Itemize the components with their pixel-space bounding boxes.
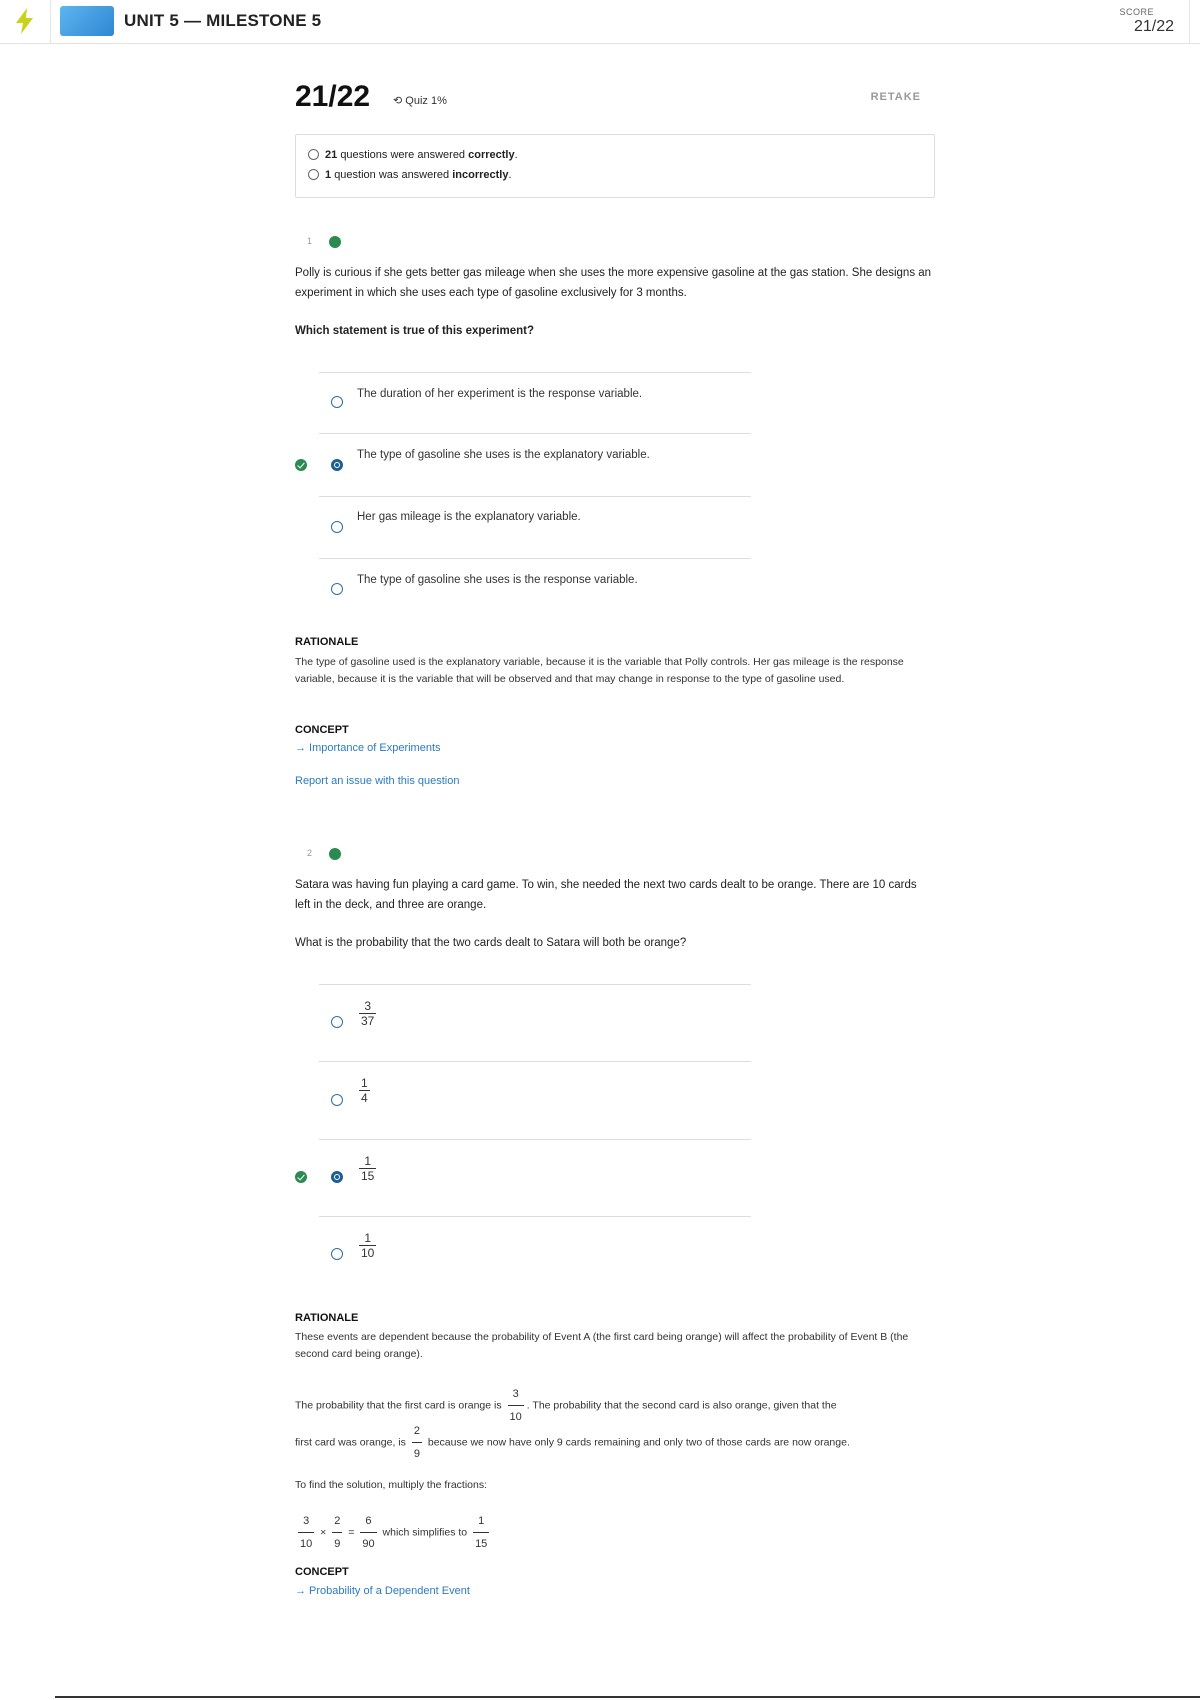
answer-choice[interactable]: [319, 1061, 751, 1139]
question-number: 2: [307, 848, 313, 858]
correct-check-icon: [295, 1171, 307, 1183]
radio-button[interactable]: [331, 583, 343, 595]
unit-title: UNIT 5 — MILESTONE 5: [124, 11, 322, 30]
concept-link[interactable]: → Importance of Experiments: [295, 742, 441, 754]
unit-thumbnail: [60, 6, 114, 36]
answer-choice[interactable]: [319, 558, 751, 618]
results-summary: [295, 134, 935, 198]
fraction: $\frac{1}{15}$: [473, 1510, 489, 1555]
choice-label: The duration of her experiment is the response variable.: [357, 388, 643, 400]
answer-choice[interactable]: [319, 372, 751, 432]
fraction: $\frac{2}{9}$: [412, 1420, 422, 1465]
answer-choice[interactable]: [319, 984, 751, 1061]
question-text: Polly is curious if she gets better gas mileage when she uses the more expensive gasoline at the gas station. She designs an experiment in which she uses each type of gasoline exclusively for 3 months.: [295, 267, 932, 299]
fraction: $\frac{3}{10}$: [298, 1510, 314, 1555]
fraction: $\frac{6}{90}$: [360, 1510, 376, 1555]
report-issue-link[interactable]: Report an issue with this question: [295, 775, 460, 787]
question-number: 1: [307, 236, 313, 246]
rationale-text: The type of gasoline used is the explanatory variable, because it is the variable that Polly controls. Her gas mileage is the response variable, because it is the variable that will be observed and that may change in response to the type of gasoline used.: [295, 656, 904, 685]
question-prompt: Which statement is true of this experiment?: [295, 325, 534, 337]
radio-button[interactable]: [331, 1248, 343, 1260]
fraction: $\frac{3}{10}$: [508, 1383, 524, 1428]
choice-fraction: $\frac{3}{37}$: [361, 999, 375, 1028]
rationale-text-3: first card was orange, is $\frac{2}{9}$ because we now have only 9 cards remaining and only two of those cards are now orange.: [295, 1420, 935, 1465]
header-score: 21/22: [1133, 18, 1174, 35]
question-prompt: What is the probability that the two cards dealt to Satara will both be orange?: [295, 937, 687, 949]
radio-button[interactable]: [331, 1094, 343, 1106]
header-divider: [50, 0, 51, 43]
choice-label: The type of gasoline she uses is the response variable.: [357, 574, 638, 586]
header-divider-right: [1189, 0, 1190, 43]
correct-summary: 21 questions were answered correctly.: [308, 149, 518, 161]
choice-label: Her gas mileage is the explanatory variable.: [357, 511, 581, 523]
correct-check-icon: [329, 848, 341, 860]
fraction: $\frac{2}{9}$: [332, 1510, 342, 1555]
rationale-text-2: The probability that the first card is orange is $\frac{3}{10}$ . The probability that the second card is also orange, given that the: [295, 1383, 935, 1428]
sophia-logo-icon[interactable]: [10, 6, 40, 36]
radio-button[interactable]: [331, 521, 343, 533]
top-bar: [0, 0, 1200, 44]
concept-link[interactable]: → Probability of a Dependent Event: [295, 1585, 470, 1597]
concept-heading: CONCEPT: [295, 724, 349, 736]
info-icon: [308, 149, 319, 160]
choice-fraction: $\frac{1}{15}$: [361, 1154, 375, 1183]
answer-choice[interactable]: [319, 496, 751, 558]
question-text: Satara was having fun playing a card game. To win, she needed the next two cards dealt to be orange. There are 10 cards left in the deck, and three are orange.: [295, 879, 917, 911]
score-label: SCORE: [1119, 7, 1154, 17]
radio-button[interactable]: [331, 396, 343, 408]
quiz-link[interactable]: [393, 94, 447, 107]
radio-button-selected[interactable]: [331, 1171, 343, 1183]
share-icon: ⟲: [393, 95, 403, 107]
footer-divider: [55, 1696, 1200, 1698]
fraction-equation: $\frac{3}{10}$ × $\frac{2}{9}$ = $\frac{6}{90}$ which simplifies to $\frac{1}{15}$: [295, 1510, 935, 1555]
choice-fraction: $\frac{1}{10}$: [361, 1231, 375, 1260]
answer-choice-selected[interactable]: [319, 433, 751, 495]
retake-button[interactable]: RETAKE: [870, 91, 921, 103]
choice-label: The type of gasoline she uses is the explanatory variable.: [357, 449, 650, 461]
answer-choice-selected[interactable]: [319, 1139, 751, 1216]
rationale-heading: RATIONALE: [295, 636, 359, 648]
concept-heading: CONCEPT: [295, 1566, 349, 1578]
incorrect-summary: 1 question was answered incorrectly.: [308, 169, 512, 181]
correct-check-icon: [329, 236, 341, 248]
rationale-heading: RATIONALE: [295, 1312, 359, 1324]
quiz-link-label: Quiz 1%: [405, 95, 447, 107]
choice-fraction: $\frac{1}{4}$: [361, 1076, 368, 1105]
rationale-text-4: To find the solution, multiply the fractions:: [295, 1479, 488, 1491]
info-icon: [308, 169, 319, 180]
score-heading: 21/22: [295, 80, 371, 113]
rationale-text: These events are dependent because the probability of Event A (the first card being orange) will affect the probability of Event B (the second card being orange).: [295, 1331, 909, 1360]
correct-check-icon: [295, 459, 307, 471]
radio-button-selected[interactable]: [331, 459, 343, 471]
radio-button[interactable]: [331, 1016, 343, 1028]
answer-choice[interactable]: [319, 1216, 751, 1292]
